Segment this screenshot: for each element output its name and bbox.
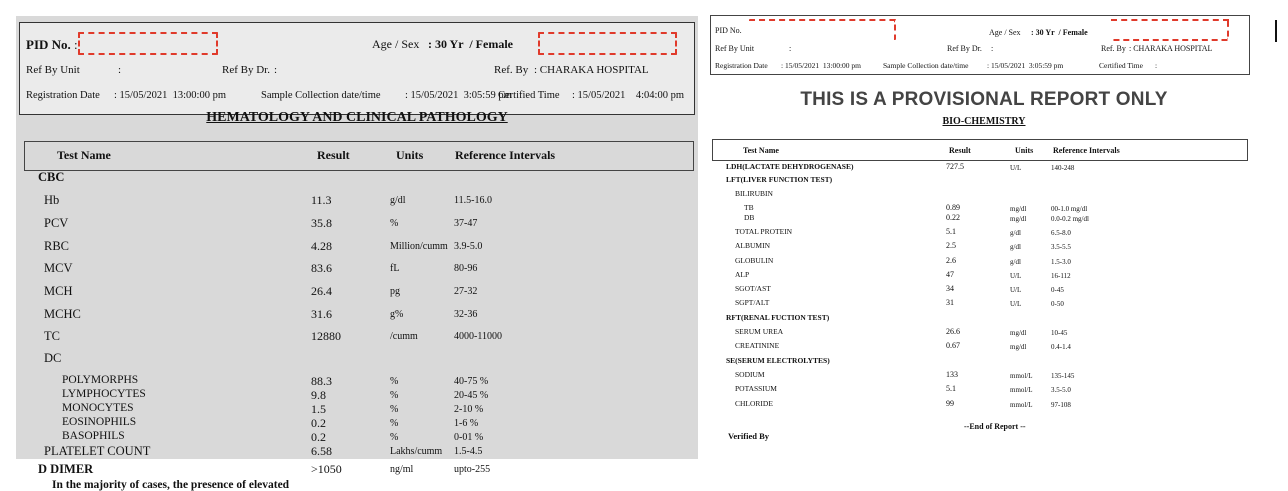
units-cell: g% xyxy=(390,309,404,320)
result-cell: 34 xyxy=(946,284,954,293)
result-cell: 31 xyxy=(946,298,954,307)
sample-label: Sample Collection date/time xyxy=(261,90,381,101)
units-cell: mg/dl xyxy=(1010,343,1027,351)
redacted-name-box xyxy=(1111,19,1229,41)
verified-by: Verified By xyxy=(728,431,770,441)
ref-by-label: Ref. By xyxy=(494,64,529,76)
reference-cell: 80-96 xyxy=(454,263,478,274)
result-cell: 35.8 xyxy=(311,216,332,230)
result-cell: 12880 xyxy=(311,329,341,343)
units-cell: mmol/L xyxy=(1010,401,1033,409)
result-cell: 88.3 xyxy=(311,374,332,388)
reference-cell: 4000-11000 xyxy=(454,331,502,342)
section-title: BIO-CHEMISTRY xyxy=(942,116,1026,127)
reference-cell: 135-145 xyxy=(1051,372,1075,380)
sample-value: : 15/05/2021 3:05:59 pm xyxy=(987,61,1064,70)
reference-cell: 0.0-0.2 mg/dl xyxy=(1051,215,1089,223)
test-name-cell: MCH xyxy=(44,284,73,298)
age-sex-value: : 30 Yr / Female xyxy=(1031,28,1088,37)
provisional-banner: THIS IS A PROVISIONAL REPORT ONLY xyxy=(800,89,1168,110)
result-cell: 99 xyxy=(946,399,954,408)
ref-dr-label: Ref By Dr. xyxy=(222,64,270,76)
units-cell: % xyxy=(390,404,399,415)
result-cell: 26.6 xyxy=(946,327,960,336)
col-reference: Reference Intervals xyxy=(455,148,556,162)
redacted-pid-box xyxy=(78,32,218,55)
col-units: Units xyxy=(396,148,424,162)
col-result: Result xyxy=(317,148,350,162)
units-cell: mmol/L xyxy=(1010,372,1033,380)
certified-value: : 15/05/2021 4:04:00 pm xyxy=(572,90,685,101)
redacted-name-edge xyxy=(1111,19,1229,21)
test-name-cell: PCV xyxy=(44,216,69,230)
units-cell: % xyxy=(390,418,399,429)
test-name-cell: BILIRUBIN xyxy=(735,189,773,198)
test-name-cell: POTASSIUM xyxy=(735,384,777,393)
reference-cell: 10-45 xyxy=(1051,329,1068,337)
pid-label: PID No. xyxy=(715,26,742,35)
ref-dr-colon: : xyxy=(274,64,278,76)
test-name-cell: TB xyxy=(744,203,754,212)
reference-cell: 27-32 xyxy=(454,286,478,297)
units-cell: g/dl xyxy=(1010,229,1021,237)
result-cell: 1.5 xyxy=(311,402,326,416)
group-label-cbc: CBC xyxy=(38,170,65,184)
reg-date-label: Registration Date xyxy=(715,61,768,70)
patient-header-box xyxy=(19,22,695,115)
units-cell: U/L xyxy=(1010,300,1022,308)
reference-cell: 6.5-8.0 xyxy=(1051,229,1071,237)
units-cell: mmol/L xyxy=(1010,386,1033,394)
result-cell: 0.89 xyxy=(946,203,960,212)
test-name-cell: SGOT/AST xyxy=(735,284,771,293)
footnote-text: In the majority of cases, the presence of elevated xyxy=(52,479,290,491)
reg-date-label: Registration Date xyxy=(26,90,100,101)
result-cell: >1050 xyxy=(311,462,342,476)
units-cell: g/dl xyxy=(1010,243,1021,251)
test-name-cell: CHLORIDE xyxy=(735,399,773,408)
ref-unit-colon: : xyxy=(118,64,122,76)
reference-cell: 3.5-5.5 xyxy=(1051,243,1071,251)
result-cell: 5.1 xyxy=(946,227,956,236)
test-name-cell: LDH(LACTATE DEHYDROGENASE) xyxy=(726,162,854,171)
reference-cell: 00-1.0 mg/dl xyxy=(1051,205,1088,213)
reg-date-value: : 15/05/2021 13:00:00 pm xyxy=(781,61,862,70)
units-cell: Million/cumm xyxy=(390,241,448,252)
reference-cell: 0-01 % xyxy=(454,432,484,443)
pid-label: PID No. xyxy=(26,37,71,52)
pid-colon: : xyxy=(74,37,78,52)
ref-unit-colon: : xyxy=(789,44,792,53)
test-name-cell: ALBUMIN xyxy=(735,241,770,250)
test-name-cell: DB xyxy=(744,213,755,222)
reference-cell: 1.5-3.0 xyxy=(1051,258,1071,266)
age-sex-label: Age / Sex xyxy=(372,37,420,51)
reference-cell: 37-47 xyxy=(454,218,478,229)
certified-label: Certified Time xyxy=(1099,61,1143,70)
result-cell: 727.5 xyxy=(946,162,964,171)
ref-dr-label: Ref By Dr. xyxy=(947,44,982,53)
test-name-cell: SERUM UREA xyxy=(735,327,784,336)
biochemistry-report-panel xyxy=(708,13,1260,473)
units-cell: g/dl xyxy=(1010,258,1021,266)
col-reference: Reference Intervals xyxy=(1053,146,1120,155)
result-cell: 2.6 xyxy=(946,256,956,265)
test-name-cell: Hb xyxy=(44,193,60,207)
reference-cell: 2-10 % xyxy=(454,404,484,415)
result-cell: 83.6 xyxy=(311,261,332,275)
result-cell: 26.4 xyxy=(311,284,332,298)
reference-cell: 3.5-5.0 xyxy=(1051,386,1071,394)
test-name-cell: LYMPHOCYTES xyxy=(62,388,146,400)
units-cell: pg xyxy=(390,286,400,297)
units-cell: Lakhs/cumm xyxy=(390,446,443,457)
units-cell: mg/dl xyxy=(1010,329,1027,337)
sample-label: Sample Collection date/time xyxy=(883,61,969,70)
units-cell: ng/ml xyxy=(390,464,414,475)
reference-cell: 32-36 xyxy=(454,309,478,320)
result-cell: 47 xyxy=(946,270,954,279)
units-cell: % xyxy=(390,432,399,443)
table-header xyxy=(24,141,694,171)
units-cell: mg/dl xyxy=(1010,205,1027,213)
result-cell: 0.67 xyxy=(946,341,960,350)
age-sex-value: : 30 Yr / Female xyxy=(428,37,513,51)
test-name-cell: SGPT/ALT xyxy=(735,298,770,307)
group-label-dc: DC xyxy=(44,351,62,365)
ref-unit-label: Ref By Unit xyxy=(26,64,80,76)
test-name-cell: D DIMER xyxy=(38,462,94,476)
reference-cell: 1-6 % xyxy=(454,418,479,429)
test-name-cell: GLOBULIN xyxy=(735,256,774,265)
reference-cell: 16-112 xyxy=(1051,272,1071,280)
units-cell: /cumm xyxy=(390,331,418,342)
test-name-cell: MCHC xyxy=(44,307,81,321)
reference-cell: 97-108 xyxy=(1051,401,1071,409)
result-cell: 0.2 xyxy=(311,416,326,430)
redacted-name-box xyxy=(538,32,677,55)
test-name-cell: LFT(LIVER FUNCTION TEST) xyxy=(726,175,833,184)
ref-unit-label: Ref By Unit xyxy=(715,44,755,53)
units-cell: g/dl xyxy=(390,195,406,206)
test-name-cell: MONOCYTES xyxy=(62,402,134,414)
text-cursor xyxy=(1275,20,1277,42)
units-cell: U/L xyxy=(1010,164,1022,172)
units-cell: fL xyxy=(390,263,400,274)
test-name-cell: ALP xyxy=(735,270,750,279)
test-name-cell: BASOPHILS xyxy=(62,430,125,442)
test-name-cell: RFT(RENAL FUCTION TEST) xyxy=(726,313,830,322)
reference-cell: 0-45 xyxy=(1051,286,1064,294)
end-of-report: --End of Report -- xyxy=(964,422,1026,431)
test-name-cell: TOTAL PROTEIN xyxy=(735,227,793,236)
age-sex-label: Age / Sex xyxy=(989,28,1021,37)
col-units: Units xyxy=(1015,146,1034,155)
result-cell: 133 xyxy=(946,370,958,379)
test-name-cell: CREATININE xyxy=(735,341,780,350)
result-cell: 31.6 xyxy=(311,307,332,321)
ref-dr-colon: : xyxy=(991,44,994,53)
redacted-pid-box xyxy=(749,19,896,40)
patient-header-box xyxy=(710,15,1250,75)
test-name-cell: SE(SERUM ELECTROLYTES) xyxy=(726,356,830,365)
test-name-cell: TC xyxy=(44,329,60,343)
units-cell: U/L xyxy=(1010,272,1022,280)
ref-by-value: : CHARAKA HOSPITAL xyxy=(534,64,649,76)
reference-cell: 0-50 xyxy=(1051,300,1064,308)
certified-value: : xyxy=(1155,61,1158,70)
reference-cell: 40-75 % xyxy=(454,376,489,387)
test-name-cell: SODIUM xyxy=(735,370,765,379)
test-name-cell: PLATELET COUNT xyxy=(44,444,151,458)
section-title: HEMATOLOGY AND CLINICAL PATHOLOGY xyxy=(206,110,508,125)
test-name-cell: EOSINOPHILS xyxy=(62,416,137,428)
test-name-cell: RBC xyxy=(44,239,70,253)
units-cell: U/L xyxy=(1010,286,1022,294)
col-test-name: Test Name xyxy=(57,148,111,162)
units-cell: % xyxy=(390,218,399,229)
reference-cell: 3.9-5.0 xyxy=(454,241,483,252)
ref-by-label: Ref. By xyxy=(1101,44,1126,53)
reference-cell: upto-255 xyxy=(454,464,491,475)
reference-cell: 140-248 xyxy=(1051,164,1075,172)
result-cell: 6.58 xyxy=(311,444,332,458)
units-cell: % xyxy=(390,390,399,401)
table-header xyxy=(712,139,1248,161)
reference-cell: 0.4-1.4 xyxy=(1051,343,1071,351)
reg-date-value: : 15/05/2021 13:00:00 pm xyxy=(114,90,227,101)
certified-label: Certified Time xyxy=(498,90,560,101)
test-name-cell: POLYMORPHS xyxy=(62,374,139,386)
units-cell: % xyxy=(390,376,399,387)
result-cell: 0.2 xyxy=(311,430,326,444)
result-cell: 0.22 xyxy=(946,213,960,222)
col-test-name: Test Name xyxy=(743,146,779,155)
reference-cell: 1.5-4.5 xyxy=(454,446,483,457)
col-result: Result xyxy=(949,146,971,155)
result-cell: 9.8 xyxy=(311,388,326,402)
reference-cell: 20-45 % xyxy=(454,390,489,401)
result-cell: 2.5 xyxy=(946,241,956,250)
result-cell: 11.3 xyxy=(311,193,332,207)
result-cell: 5.1 xyxy=(946,384,956,393)
units-cell: mg/dl xyxy=(1010,215,1027,223)
result-cell: 4.28 xyxy=(311,239,332,253)
hematology-report-panel xyxy=(16,16,698,491)
reference-cell: 11.5-16.0 xyxy=(454,195,492,206)
test-name-cell: MCV xyxy=(44,261,73,275)
ref-by-value: : CHARAKA HOSPITAL xyxy=(1129,44,1213,53)
sample-value: : 15/05/2021 3:05:59 pm xyxy=(405,90,512,101)
